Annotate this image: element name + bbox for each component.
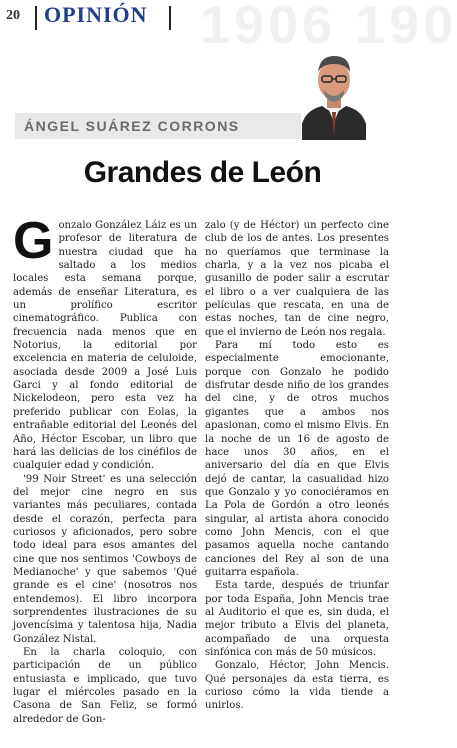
author-portrait [300,44,368,140]
article-paragraph: En la charla coloquio, con participación de un público entusiasta e implicado, que tuvo lugar el miércoles pasado en la Casona de San Feliz, se formó alrededor de Gon- [13,647,197,725]
article-paragraph: Gonzalo González Láiz es un profesor de literatura de nuestra ciudad que ha saltado a los medios locales esta semana porque, además de enseñar Literatura, es un prolífico escritor cinematográfico. Publica con frecuencia nada menos que en Notorius, la editorial por excelencia en materia de celuloide, asociada desde 2009 a José Luis Garci y al fondo editorial de Nickelodeon, pero esta vez ha preferido publicar con Eolas, la entrañable editorial del Leonés del Año, Héctor Escobar, un libro que hará las delicias de los cinéfilos de cualquier edad y condición. [13,212,197,472]
article-paragraph: Gonzalo, Héctor, John Mencis. Qué personajes da esta tierra, es curioso cómo la vida tiende a unirlos. [205,660,389,712]
headline: Grandes de León [83,156,322,189]
article-paragraph: Para mí todo esto es especialmente emocionante, porque con Gonzalo he podido disfrutar desde niño de los grandes del cine, y de otros muchos gigantes que a ambos nos apasionan, como el mismo Elvis. En la noche de un 16 de agosto de hace unos 30 años, en el aniversario del día en que Elvis dejó de cantar, la casualidad hizo que Gonzalo y yo conociéramos en La Pola de Gordón a otro leonés singular, al artista ahora conocido como John Mencis, con el que pasamos aquella noche cantando canciones del Rey al son de una guitarra española. [205,340,389,578]
divider-right [169,6,171,30]
divider-left [35,6,37,30]
watermark-text: 1906 190 [200,0,457,55]
article-column-right [205,219,389,713]
page-number: 20 [6,8,20,23]
author-name: ÁNGEL SUÁREZ CORRONS [24,118,240,134]
article-paragraph: '99 Noir Street' es una selección del mejor cine negro en sus variantes más peculiares, contada desde el corazón, perfecta para curiosos y aficionados, pero sobre todo ideal para esos amantes del cine que nos sentimos 'Cowboys de Medianoche' y que sabemos 'Qué grande es el cine' (nosotros nos entendemos). El libro incorpora sorprendentes ilustraciones de su jovencísima y talentosa hija, Nadia González Nistal. [13,473,197,645]
dropcap: G [13,212,54,270]
section-title: OPINIÓN [44,2,148,27]
article-column-left [13,212,197,726]
masthead [0,0,457,55]
article-paragraph: Esta tarde, después de triunfar por toda España, John Mencis trae al Auditorio el que es, sin duda, el mejor tributo a Elvis del planeta, acompañado de una orquesta sinfónica con más de 50 músicos. [205,580,389,658]
article-paragraph: zalo (y de Héctor) un perfecto cine club de los de antes. Los presentes no queríamos que terminase la charla, y a la vez nos picaba el gusanillo de poder salir a escrutar el libro o a ver cualquiera de las películas que rescata, en una de estas noches, tan de cine negro, que el invierno de León nos regala. [205,220,389,338]
